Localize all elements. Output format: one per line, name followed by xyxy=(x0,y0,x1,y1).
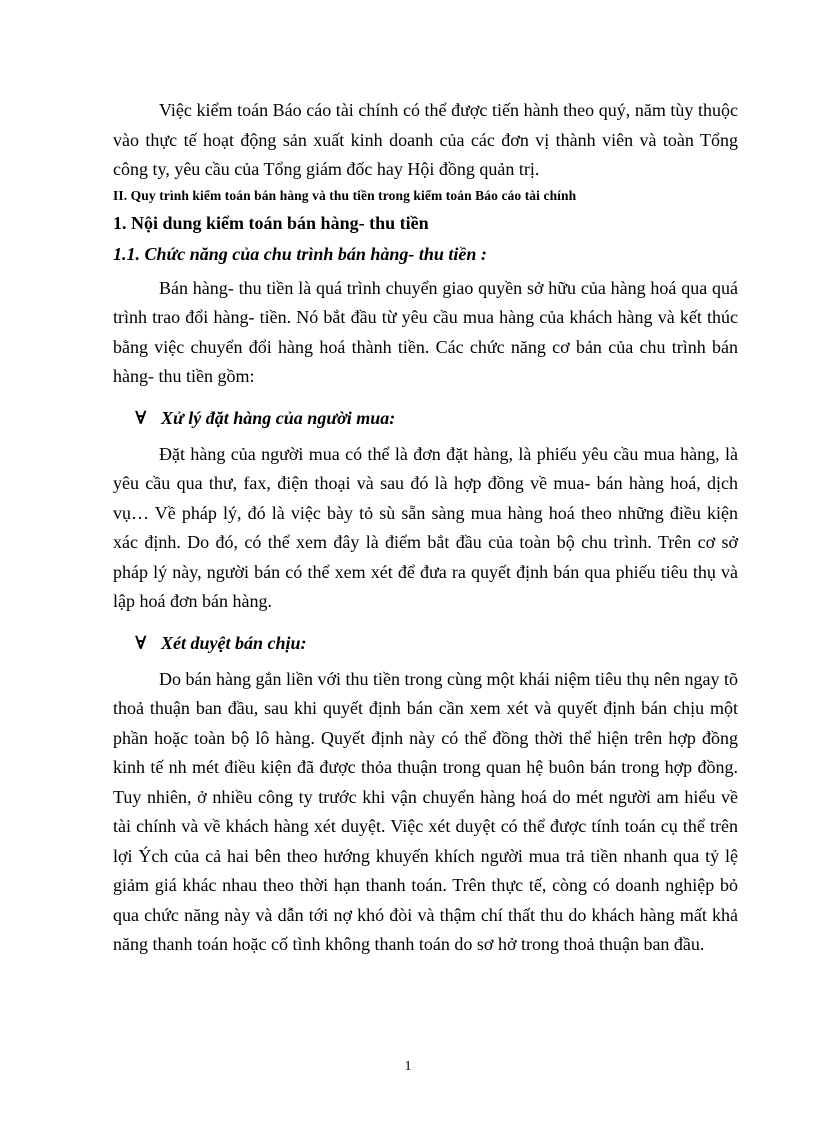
bullet-label: Xét duyệt bán chịu: xyxy=(161,632,307,653)
bullet-heading-credit-approval xyxy=(135,629,738,657)
paragraph-intro: Việc kiểm toán Báo cáo tài chính có thể được tiến hành theo quý, năm tùy thuộc vào thực tế hoạt động sản xuất kinh doanh của các đơn vị thành viên và toàn Tổng công ty, yêu cầu của Tổng giám đốc hay Hội đồng quản trị. xyxy=(113,100,738,179)
checkmark-icon: ∀ xyxy=(135,632,147,653)
bullet-label: Xử lý đặt hàng của người mua: xyxy=(161,407,396,428)
paragraph-sales-cycle: Bán hàng- thu tiền là quá trình chuyển giao quyền sở hữu của hàng hoá qua quá trình trao đổi hàng- tiền. Nó bắt đầu từ yêu cầu mua hàng của khách hàng và kết thúc bằng việc chuyển đổi hàng hoá thành tiền. Các chức năng cơ bản của chu trình bán hàng- thu tiền gồm: xyxy=(113,277,738,386)
paragraph-credit-approval: Do bán hàng gắn liền với thu tiền trong cùng một khái niệm tiêu thụ nên ngay tõ thoả thuận ban đầu, sau khi quyết định bán cần xem xét và quyết định bán chịu một phần hoặc toàn bộ lô hàng. Quyết định này có thể đồng thời thể hiện trên hợp đồng kinh tế nh mét điều kiện đã được thỏa thuận trong quan hệ buôn bán trong hợp đồng. Tuy nhiên, ở nhiều công ty trước khi vận chuyển hàng hoá do mét người am hiểu về tài chính và về khách hàng xét duyệt. Việc xét duyệt có thể được tính toán cụ thể trên lợi Ých của cả hai bên theo hướng khuyến khích người mua trả tiền nhanh qua tỷ lệ giảm giá khác nhau theo thời hạn thanh toán. Trên thực tế, còng có doanh nghiệp bỏ qua chức năng này và dẫn tới nợ khó đòi và thậm chí thất thu do khách hàng mất khả năng thanh toán hoặc cố tình không thanh toán do sơ hở trong thoả thuận ban đầu. xyxy=(113,668,738,954)
heading-1-1: 1.1. Chức năng của chu trình bán hàng- thu tiền : xyxy=(113,243,487,264)
paragraph-order-processing: Đặt hàng của người mua có thể là đơn đặt hàng, là phiếu yêu cầu mua hàng, là yêu cầu qua thư, fax, điện thoại và sau đó là hợp đồng về mua- bán hàng hoá, dịch vụ… Về pháp lý, đó là việc bày tỏ sù sẵn sàng mua hàng hoá theo những điều kiện xác định. Do đó, có thể xem đây là điểm bắt đầu của toàn bộ chu trình. Trên cơ sở pháp lý này, người bán có thể xem xét để đưa ra quyết định bán qua phiếu tiêu thụ và lập hoá đơn bán hàng. xyxy=(113,443,738,611)
page-number: 1 xyxy=(404,1059,412,1074)
section-heading-ii: II. Quy trình kiểm toán bán hàng và thu tiền trong kiểm toán Báo cáo tài chính xyxy=(113,187,577,203)
checkmark-icon: ∀ xyxy=(135,407,147,428)
page-content xyxy=(113,96,738,960)
heading-1: 1. Nội dung kiểm toán bán hàng- thu tiền xyxy=(113,212,429,233)
bullet-heading-order-processing xyxy=(135,404,738,432)
